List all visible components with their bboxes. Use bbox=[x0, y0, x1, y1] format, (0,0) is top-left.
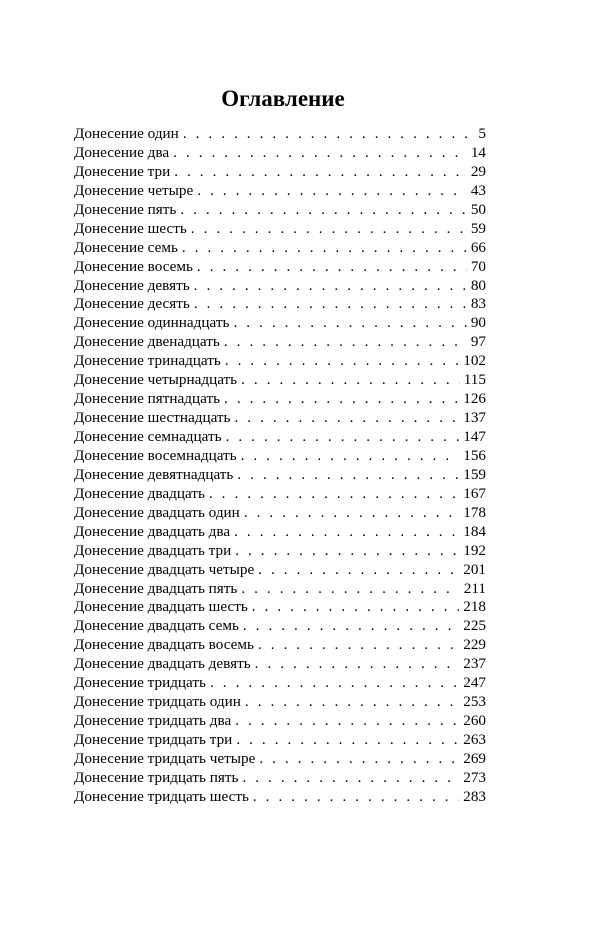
toc-dot-leader bbox=[236, 731, 459, 750]
toc-dot-leader bbox=[174, 163, 467, 182]
toc-entry-title: Донесение пять bbox=[74, 200, 177, 218]
toc-dot-leader bbox=[242, 769, 459, 788]
toc-entry bbox=[74, 333, 486, 352]
toc-entry bbox=[74, 674, 486, 693]
toc-dot-leader bbox=[197, 258, 467, 277]
toc-entry bbox=[74, 750, 486, 769]
toc-page-number: 147 bbox=[463, 428, 486, 445]
toc-dot-leader bbox=[197, 182, 467, 201]
toc-entry bbox=[74, 788, 486, 807]
toc-page-number: 184 bbox=[463, 522, 486, 540]
toc-entry-title: Донесение девять bbox=[74, 276, 190, 294]
toc-dot-leader bbox=[234, 523, 459, 542]
toc-page-number: 97 bbox=[470, 333, 486, 351]
toc-dot-leader bbox=[255, 655, 460, 674]
toc-entry bbox=[74, 163, 486, 182]
toc-dot-leader bbox=[258, 636, 459, 655]
toc-entry-title: Донесение двадцать шесть bbox=[74, 598, 248, 616]
toc-dot-leader bbox=[180, 201, 466, 220]
toc-entry-title: Донесение девятнадцать bbox=[74, 465, 234, 483]
toc-page-number: 201 bbox=[463, 560, 486, 578]
toc-dot-leader bbox=[241, 580, 459, 599]
toc-dot-leader bbox=[233, 314, 466, 333]
toc-entry-title: Донесение двадцать семь bbox=[74, 617, 239, 635]
toc-page-number: 263 bbox=[463, 731, 486, 748]
toc-entry-title: Донесение десять bbox=[74, 295, 190, 313]
toc-entry-title: Донесение один bbox=[74, 125, 179, 142]
toc-entry bbox=[74, 144, 486, 163]
table-of-contents bbox=[74, 125, 486, 807]
toc-entry bbox=[74, 636, 486, 655]
toc-entry-title: Донесение двадцать девять bbox=[74, 655, 251, 673]
toc-entry-title: Донесение четырнадцать bbox=[74, 371, 238, 389]
toc-page-number: 269 bbox=[463, 749, 486, 767]
toc-page-number: 218 bbox=[463, 598, 486, 616]
toc-page-number: 260 bbox=[463, 712, 486, 730]
toc-entry bbox=[74, 428, 486, 447]
toc-entry bbox=[74, 485, 486, 504]
toc-dot-leader bbox=[194, 295, 467, 314]
toc-page-number: 156 bbox=[463, 446, 486, 464]
toc-entry-title: Донесение тридцать шесть bbox=[74, 787, 249, 805]
toc-dot-leader bbox=[245, 693, 459, 712]
toc-page-number: 192 bbox=[463, 541, 486, 559]
toc-entry-title: Донесение двадцать bbox=[74, 484, 205, 502]
toc-entry-title: Донесение тридцать три bbox=[74, 731, 233, 748]
toc-entry-title: Донесение тридцать bbox=[74, 674, 206, 692]
toc-page-number: 225 bbox=[463, 617, 486, 635]
toc-page-number: 70 bbox=[470, 257, 486, 275]
toc-dot-leader bbox=[241, 371, 460, 390]
toc-entry bbox=[74, 655, 486, 674]
toc-entry-title: Донесение двадцать пять bbox=[74, 579, 238, 597]
toc-page-number: 167 bbox=[463, 484, 486, 502]
toc-entry-title: Донесение два bbox=[74, 143, 170, 161]
toc-entry-title: Донесение семнадцать bbox=[74, 428, 222, 445]
page-title: Оглавление bbox=[221, 86, 345, 111]
toc-page-number: 247 bbox=[463, 674, 486, 692]
toc-entry bbox=[74, 769, 486, 788]
toc-dot-leader bbox=[210, 674, 459, 693]
toc-entry-title: Донесение тридцать два bbox=[74, 712, 232, 730]
toc-entry-title: Донесение восемь bbox=[74, 257, 193, 275]
toc-entry bbox=[74, 409, 486, 428]
toc-page-number: 83 bbox=[470, 295, 486, 313]
toc-entry bbox=[74, 561, 486, 580]
toc-page-number: 229 bbox=[463, 636, 486, 654]
toc-dot-leader bbox=[235, 542, 459, 561]
toc-dot-leader bbox=[209, 485, 459, 504]
toc-dot-leader bbox=[252, 598, 459, 617]
toc-entry bbox=[74, 182, 486, 201]
toc-page-number: 211 bbox=[463, 579, 486, 597]
toc-dot-leader bbox=[224, 390, 459, 409]
toc-entry bbox=[74, 580, 486, 599]
toc-page-number: 50 bbox=[470, 200, 486, 218]
toc-entry bbox=[74, 693, 486, 712]
toc-dot-leader bbox=[224, 333, 467, 352]
toc-entry-title: Донесение пятнадцать bbox=[74, 390, 221, 408]
toc-dot-leader bbox=[183, 125, 475, 144]
toc-entry-title: Донесение двадцать три bbox=[74, 541, 232, 559]
toc-entry bbox=[74, 371, 486, 390]
toc-dot-leader bbox=[241, 447, 460, 466]
toc-entry bbox=[74, 712, 486, 731]
toc-dot-leader bbox=[243, 617, 459, 636]
toc-dot-leader bbox=[226, 428, 460, 447]
toc-entry bbox=[74, 220, 486, 239]
toc-entry bbox=[74, 390, 486, 409]
toc-entry-title: Донесение двадцать восемь bbox=[74, 636, 254, 654]
toc-dot-leader bbox=[253, 788, 459, 807]
toc-entry-title: Донесение двадцать один bbox=[74, 503, 240, 521]
toc-dot-leader bbox=[244, 504, 459, 523]
toc-dot-leader bbox=[194, 277, 467, 296]
toc-entry bbox=[74, 277, 486, 296]
toc-page-number: 14 bbox=[470, 143, 486, 161]
toc-page-number: 102 bbox=[463, 352, 486, 370]
toc-page-number: 80 bbox=[470, 276, 486, 294]
toc-entry-title: Донесение двенадцать bbox=[74, 333, 220, 351]
toc-dot-leader bbox=[235, 712, 459, 731]
toc-entry-title: Донесение шесть bbox=[74, 219, 187, 237]
toc-entry-title: Донесение одиннадцать bbox=[74, 314, 230, 332]
toc-page-number: 90 bbox=[470, 314, 486, 332]
toc-dot-leader bbox=[225, 352, 459, 371]
toc-entry bbox=[74, 352, 486, 371]
toc-entry bbox=[74, 466, 486, 485]
toc-entry-title: Донесение тридцать четыре bbox=[74, 749, 256, 767]
toc-entry-title: Донесение три bbox=[74, 162, 171, 180]
toc-page-number: 126 bbox=[463, 390, 486, 408]
toc-entry bbox=[74, 314, 486, 333]
toc-entry bbox=[74, 504, 486, 523]
toc-entry-title: Донесение тринадцать bbox=[74, 352, 221, 370]
toc-dot-leader bbox=[182, 239, 467, 258]
toc-entry-title: Донесение тридцать один bbox=[74, 693, 241, 711]
toc-page-number: 237 bbox=[463, 655, 486, 673]
toc-entry bbox=[74, 295, 486, 314]
toc-entry bbox=[74, 542, 486, 561]
toc-page-number: 5 bbox=[478, 125, 486, 142]
toc-page-number: 178 bbox=[463, 503, 486, 521]
toc-entry bbox=[74, 617, 486, 636]
toc-entry bbox=[74, 258, 486, 277]
toc-entry bbox=[74, 731, 486, 750]
toc-entry-title: Донесение четыре bbox=[74, 181, 194, 199]
toc-entry bbox=[74, 239, 486, 258]
toc-page-number: 253 bbox=[463, 693, 486, 711]
toc-page-number: 115 bbox=[463, 371, 486, 389]
toc-entry-title: Донесение двадцать два bbox=[74, 522, 231, 540]
toc-dot-leader bbox=[235, 409, 460, 428]
toc-entry-title: Донесение шестнадцать bbox=[74, 409, 231, 427]
toc-entry bbox=[74, 447, 486, 466]
toc-entry bbox=[74, 523, 486, 542]
toc-page-number: 66 bbox=[470, 238, 486, 256]
toc-entry bbox=[74, 201, 486, 220]
toc-page-number: 29 bbox=[470, 162, 486, 180]
toc-dot-leader bbox=[191, 220, 467, 239]
toc-entry-title: Донесение семь bbox=[74, 238, 178, 256]
toc-page-number: 273 bbox=[463, 768, 486, 786]
toc-page-number: 137 bbox=[463, 409, 486, 427]
toc-page-number: 159 bbox=[463, 465, 486, 483]
toc-page-number: 43 bbox=[470, 181, 486, 199]
toc-entry-title: Донесение тридцать пять bbox=[74, 768, 239, 786]
toc-entry bbox=[74, 125, 486, 144]
toc-dot-leader bbox=[237, 466, 459, 485]
toc-dot-leader bbox=[173, 144, 467, 163]
toc-dot-leader bbox=[259, 750, 459, 769]
toc-dot-leader bbox=[258, 561, 459, 580]
toc-entry bbox=[74, 598, 486, 617]
toc-entry-title: Донесение восемнадцать bbox=[74, 446, 237, 464]
toc-entry-title: Донесение двадцать четыре bbox=[74, 560, 255, 578]
toc-page-number: 59 bbox=[470, 219, 486, 237]
toc-page-number: 283 bbox=[463, 787, 486, 805]
